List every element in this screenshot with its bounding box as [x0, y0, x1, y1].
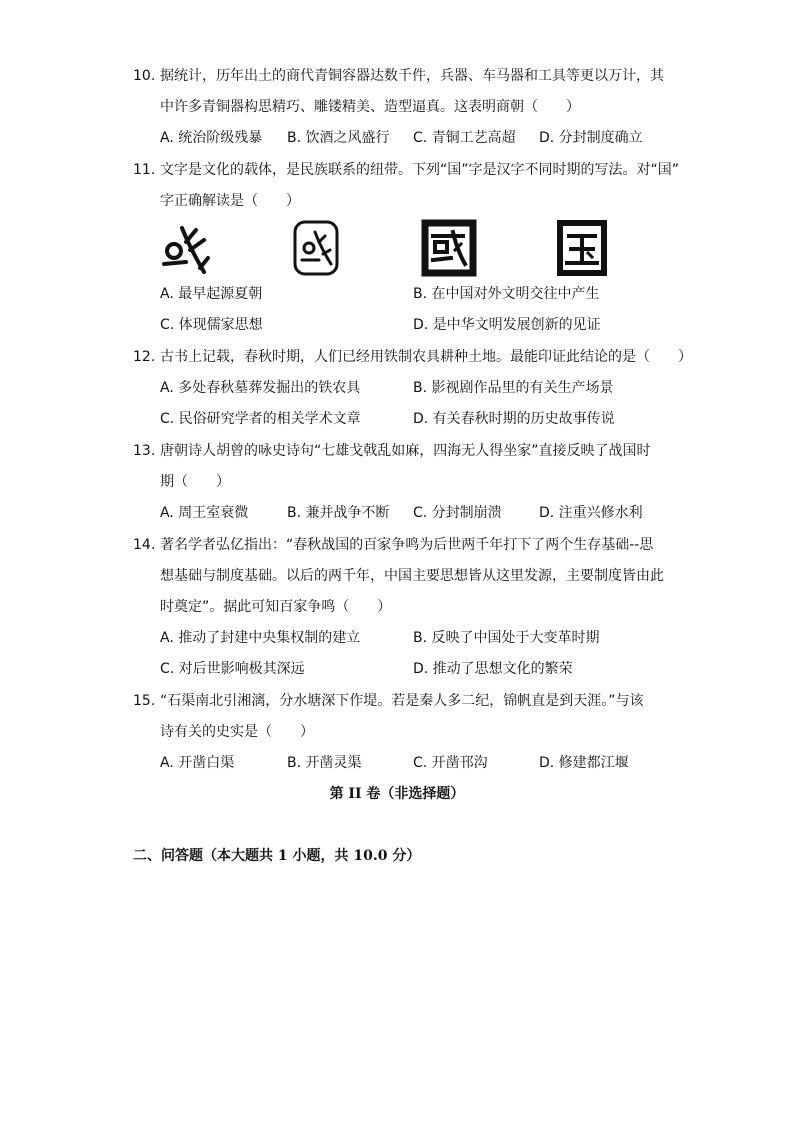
question-number: 11.	[133, 162, 156, 178]
question-text-line: 中许多青铜器构思精巧、雕镂精美、造型逼真。这表明商朝（ ）	[160, 99, 580, 115]
part-heading: 第 II 卷（非选择题）	[329, 786, 465, 802]
option-b[interactable]: B. 影视剧作品里的有关生产场景	[413, 380, 614, 396]
question-text-line: 唐朝诗人胡曾的咏史诗句“七雄戈戟乱如麻，四海无人得坐家”直接反映了战国时	[160, 443, 651, 459]
option-d[interactable]: D. 分封制度确立	[539, 130, 643, 146]
question-text-line: 古书上记载，春秋时期，人们已经用铁制农具耕种土地。最能印证此结论的是（ ）	[160, 349, 692, 365]
option-d[interactable]: D. 注重兴修水利	[539, 505, 643, 521]
question-number: 14.	[133, 537, 156, 553]
question-number: 15.	[133, 693, 156, 709]
option-d[interactable]: D. 是中华文明发展创新的见证	[413, 317, 601, 333]
option-c[interactable]: C. 开凿邗沟	[413, 755, 488, 771]
question-text-line: 著名学者弘亿指出：“春秋战国的百家争鸣为后世两千年打下了两个生存基础--思	[160, 537, 654, 553]
option-c[interactable]: C. 分封制崩溃	[413, 505, 502, 521]
option-c[interactable]: C. 民俗研究学者的相关学术文章	[160, 411, 361, 427]
question-text-line: 诗有关的史实是（ ）	[160, 724, 314, 740]
option-d[interactable]: D. 修建都江堰	[539, 755, 629, 771]
question-number: 12.	[133, 349, 156, 365]
oracle-bone-guo-icon	[160, 218, 216, 278]
option-b[interactable]: B. 开凿灵渠	[287, 755, 362, 771]
question-text-line: 据统计，历年出土的商代青铜容器达数千件，兵器、车马器和工具等更以万计，其	[160, 68, 664, 84]
simplified-guo-icon	[555, 218, 611, 278]
option-a[interactable]: A. 统治阶级残暴	[160, 130, 263, 146]
option-a[interactable]: A. 多处春秋墓葬发掘出的铁农具	[160, 380, 361, 396]
option-d[interactable]: D. 有关春秋时期的历史故事传说	[413, 411, 615, 427]
option-c[interactable]: C. 青铜工艺高超	[413, 130, 516, 146]
question-text-line: “石渠南北引湘漓，分水塘深下作堤。若是秦人多二纪，锦帆直是到天涯。”与该	[160, 693, 644, 709]
question-text-line: 想基础与制度基础。以后的两千年，中国主要思想皆从这里发源，主要制度皆由此	[160, 568, 664, 584]
question-text-line: 时奠定”。据此可知百家争鸣（ ）	[160, 599, 392, 615]
option-d[interactable]: D. 推动了思想文化的繁荣	[413, 661, 573, 677]
question-number: 13.	[133, 443, 156, 459]
option-b[interactable]: B. 饮酒之风盛行	[287, 130, 390, 146]
option-a[interactable]: A. 周王室衰微	[160, 505, 249, 521]
option-c[interactable]: C. 对后世影响极其深远	[160, 661, 305, 677]
option-b[interactable]: B. 反映了中国处于大变革时期	[413, 630, 600, 646]
question-number: 10.	[133, 68, 156, 84]
traditional-guo-icon	[419, 218, 479, 278]
question-text-line: 期（ ）	[160, 474, 230, 490]
option-b[interactable]: B. 兼并战争不断	[287, 505, 390, 521]
question-text-line: 文字是文化的载体，是民族联系的纽带。下列“国”字是汉字不同时期的写法。对“国”	[160, 162, 680, 178]
bronze-inscription-guo-icon	[289, 218, 345, 278]
option-c[interactable]: C. 体现儒家思想	[160, 317, 263, 333]
question-text-line: 字正确解读是（ ）	[160, 193, 300, 209]
option-a[interactable]: A. 推动了封建中央集权制的建立	[160, 630, 361, 646]
section-heading: 二、问答题（本大题共 1 小题，共 10.0 分）	[133, 848, 421, 864]
option-a[interactable]: A. 最早起源夏朝	[160, 286, 263, 302]
option-b[interactable]: B. 在中国对外文明交往中产生	[413, 286, 600, 302]
option-a[interactable]: A. 开凿白渠	[160, 755, 235, 771]
